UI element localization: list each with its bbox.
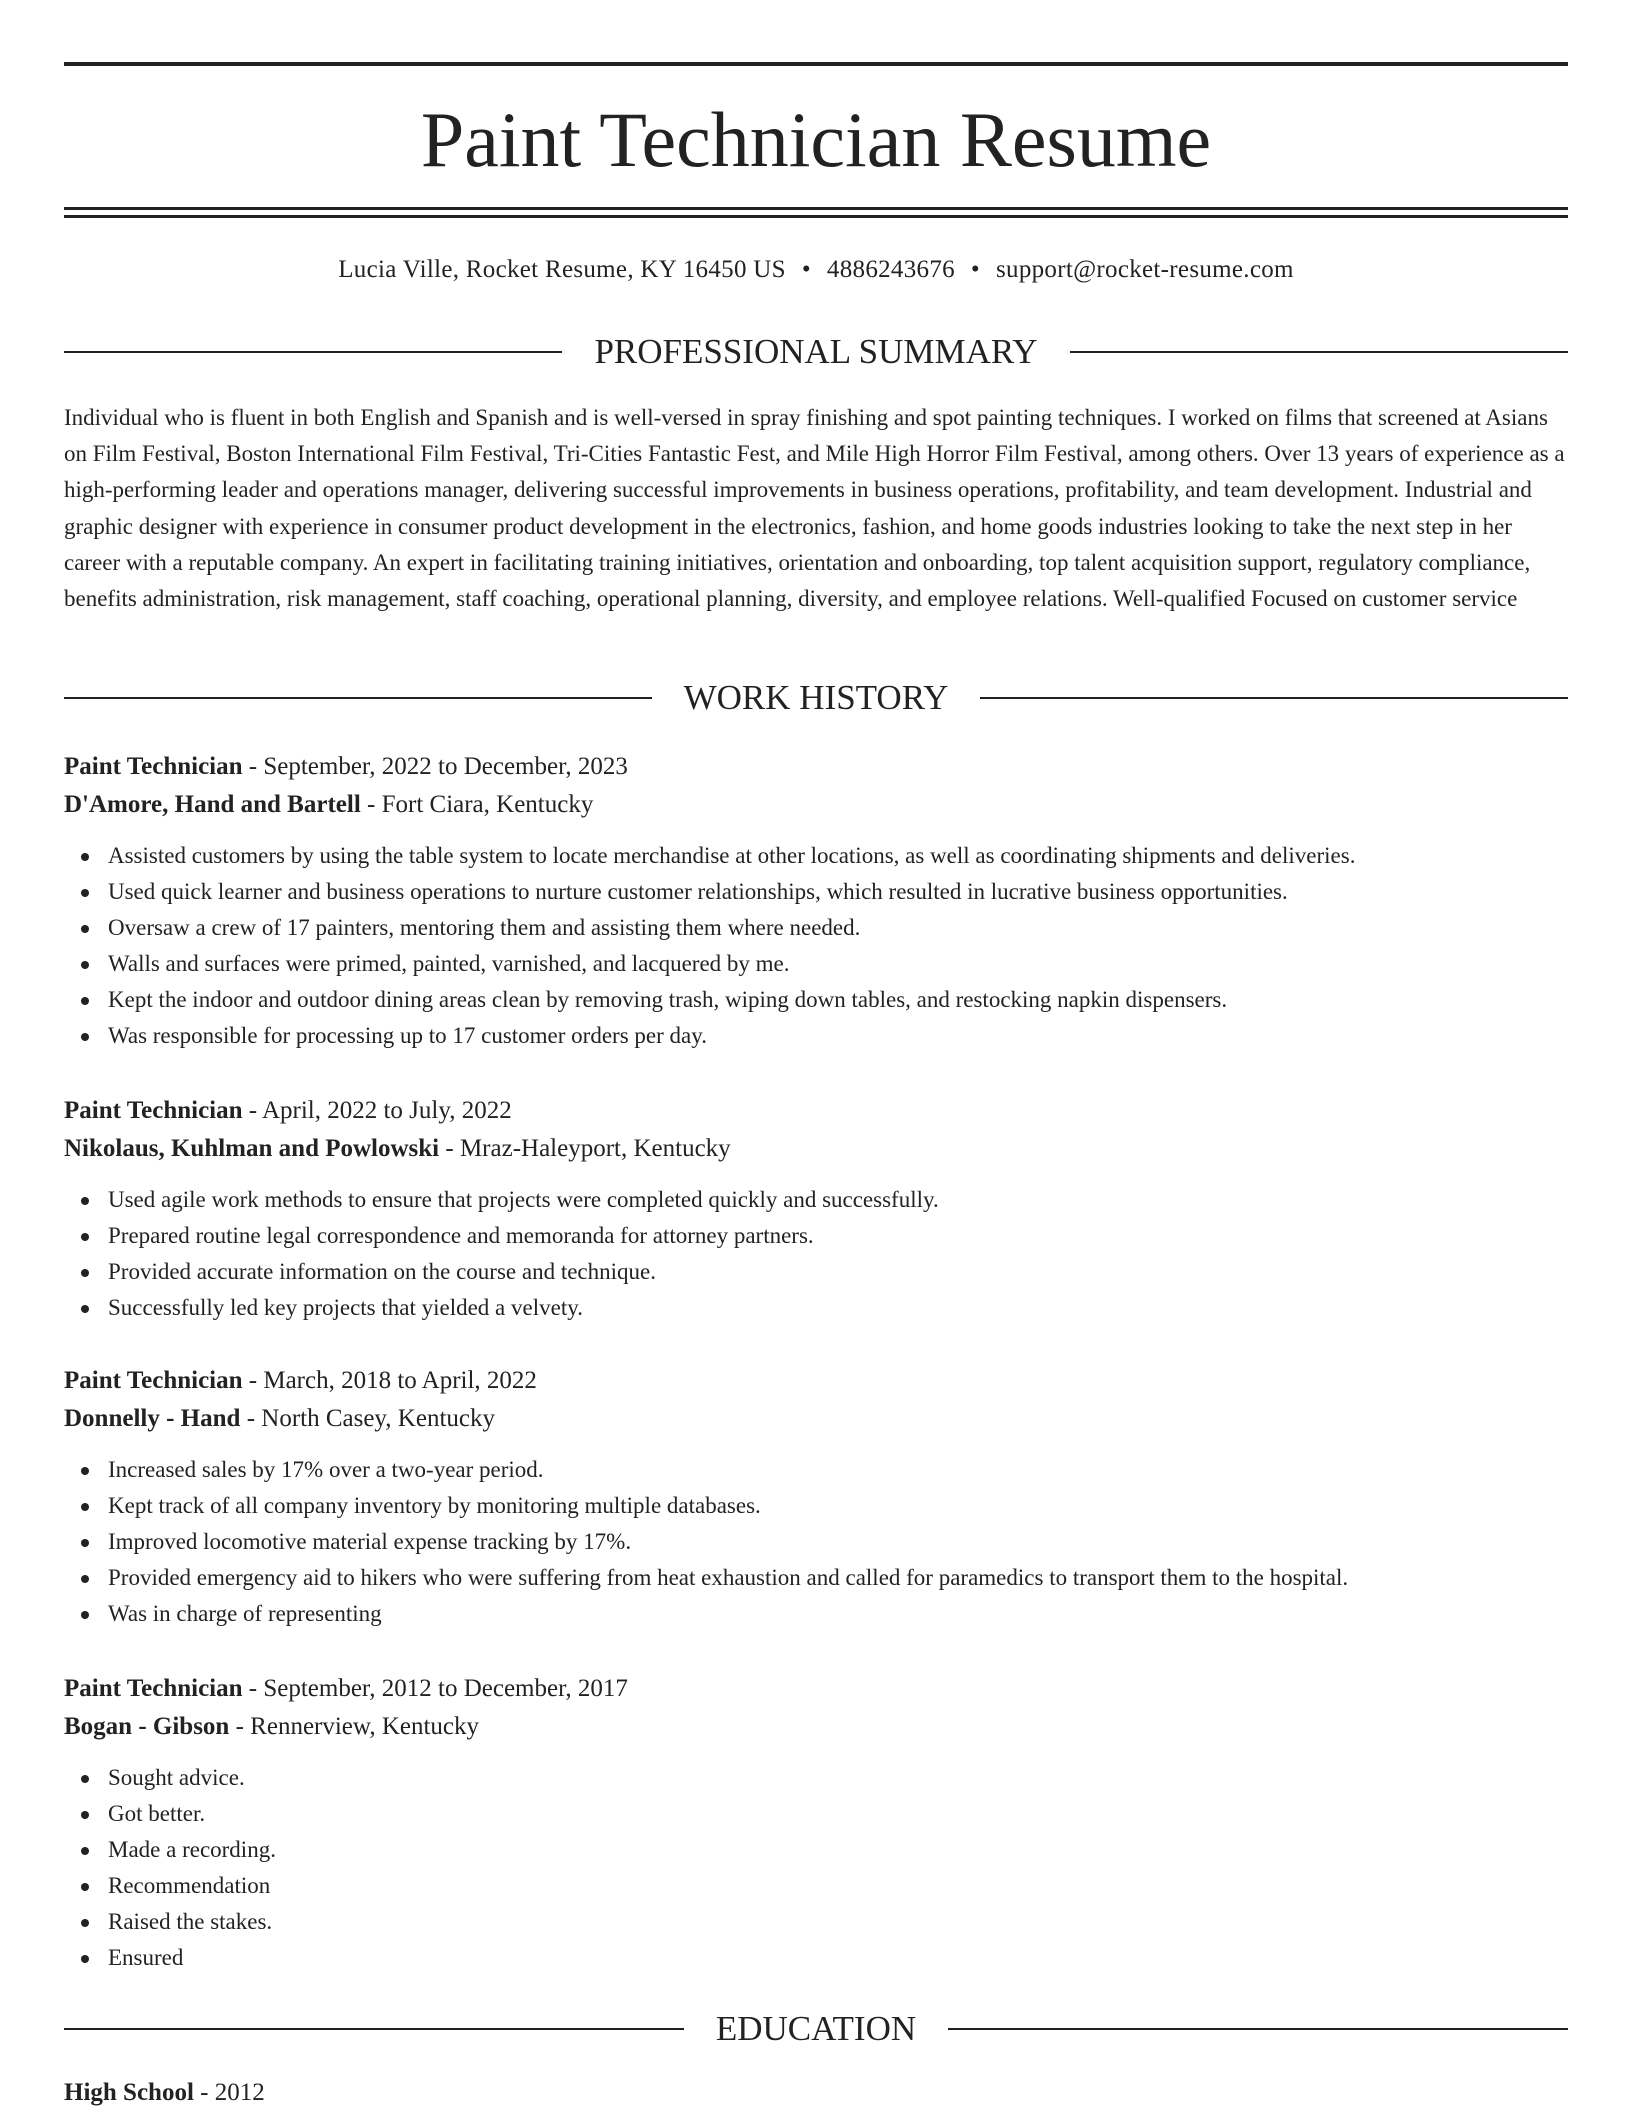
job-location: - Mraz-Haleyport, Kentucky (439, 1135, 731, 1162)
job-company: Donnelly - Hand (64, 1405, 241, 1432)
job-bullet: Oversaw a crew of 17 painters, mentoring them and assisting them where needed. (108, 910, 1568, 946)
job-bullet: Raised the stakes. (108, 1904, 1568, 1940)
job-title: Paint Technician (64, 1675, 243, 1702)
contact-separator: • (801, 256, 811, 283)
job-bullet: Successfully led key projects that yielded a velvety. (108, 1290, 1568, 1326)
job-bullet: Ensured (108, 1940, 1568, 1976)
job-bullet: Prepared routine legal correspondence and memoranda for attorney partners. (108, 1218, 1568, 1254)
job-title: Paint Technician (64, 1367, 243, 1394)
contact-line (64, 252, 1568, 288)
education-year: - 2012 (193, 2079, 265, 2106)
job-dates: - September, 2012 to December, 2017 (242, 1675, 628, 1702)
job-bullet: Provided accurate information on the course and technique. (108, 1254, 1568, 1290)
job-bullet: Kept track of all company inventory by monitoring multiple databases. (108, 1488, 1568, 1524)
header-rule-lower (64, 215, 1568, 218)
job-bullet: Made a recording. (108, 1832, 1568, 1868)
job-title: Paint Technician (64, 753, 243, 780)
job-bullets (64, 1182, 1568, 1326)
job-title: Paint Technician (64, 1097, 243, 1124)
job-entry (64, 748, 1568, 1054)
job-entry (64, 1670, 1568, 1976)
job-bullets (64, 1452, 1568, 1632)
job-location: - Fort Ciara, Kentucky (360, 791, 594, 818)
job-bullets (64, 1760, 1568, 1976)
job-bullet: Improved locomotive material expense tracking by 17%. (108, 1524, 1568, 1560)
education-heading-label: EDUCATION (715, 2009, 917, 2048)
job-dates: - September, 2022 to December, 2023 (242, 753, 628, 780)
summary-heading-label: PROFESSIONAL SUMMARY (594, 332, 1038, 371)
contact-phone: 4886243676 (826, 256, 955, 283)
job-bullet: Used agile work methods to ensure that projects were completed quickly and successfully. (108, 1182, 1568, 1218)
job-title-line (64, 748, 1568, 786)
job-bullet: Sought advice. (108, 1760, 1568, 1796)
job-bullet: Provided emergency aid to hikers who were suffering from heat exhaustion and called for paramedics to transport them to the hospital. (108, 1560, 1568, 1596)
job-bullets (64, 838, 1568, 1054)
work-history-heading-label: WORK HISTORY (683, 678, 949, 717)
education-degree: High School (64, 2079, 194, 2106)
heading-rule-left (64, 351, 562, 353)
job-company: D'Amore, Hand and Bartell (64, 791, 361, 818)
contact-email: support@rocket-resume.com (995, 256, 1294, 283)
job-bullet: Was in charge of representing (108, 1596, 1568, 1632)
contact-address: Lucia Ville, Rocket Resume, KY 16450 US (338, 256, 786, 283)
job-entry (64, 1092, 1568, 1326)
job-bullet: Got better. (108, 1796, 1568, 1832)
job-company: Bogan - Gibson (64, 1713, 230, 1740)
job-company-line (64, 1708, 1568, 1746)
job-company-line (64, 1400, 1568, 1438)
work-history-heading (64, 676, 1568, 720)
job-title-line (64, 1092, 1568, 1130)
job-location: - Rennerview, Kentucky (229, 1713, 480, 1740)
job-bullet: Used quick learner and business operations to nurture customer relationships, which resulted in lucrative business opportunities. (108, 874, 1568, 910)
education-heading (64, 2007, 1568, 2051)
job-title-line (64, 1670, 1568, 1708)
header-rule-upper (64, 207, 1568, 210)
job-bullet: Assisted customers by using the table system to locate merchandise at other locations, as well as coordinating shipments and deliveries. (108, 838, 1568, 874)
job-bullet: Kept the indoor and outdoor dining areas clean by removing trash, wiping down tables, and restocking napkin dispensers. (108, 982, 1568, 1018)
resume-title: Paint Technician Resume (420, 96, 1212, 183)
job-company: Nikolaus, Kuhlman and Powlowski (64, 1135, 440, 1162)
education-entry (64, 2074, 265, 2112)
job-company-line (64, 786, 1568, 824)
job-bullet: Increased sales by 17% over a two-year period. (108, 1452, 1568, 1488)
job-entry (64, 1362, 1568, 1632)
summary-heading (64, 330, 1568, 374)
heading-rule-right (948, 2028, 1568, 2030)
job-dates: - March, 2018 to April, 2022 (242, 1367, 537, 1394)
contact-separator: • (970, 256, 980, 283)
job-location: - North Casey, Kentucky (240, 1405, 496, 1432)
heading-rule-right (1070, 351, 1568, 353)
job-bullet: Walls and surfaces were primed, painted, varnished, and lacquered by me. (108, 946, 1568, 982)
summary-text: Individual who is fluent in both English and Spanish and is well-versed in spray finishing and spot painting techniques. I worked on films that screened at Asians on Film Festival, Boston International Film Festival, Tri-Cities Fantastic Fest, and Mile High Horror Film Festival, among others. Over 13 years of experience as a high-performing leader and operations manager, delivering successful improvements in business operations, profitability, and team development. Industrial and graphic designer with experience in consumer product development in the electronics, fashion, and home goods industries looking to take the next step in her career with a reputable company. An expert in facilitating training initiatives, orientation and onboarding, top talent acquisition support, regulatory compliance, benefits administration, risk management, staff coaching, operational planning, diversity, and employee relations. Well-qualified Focused on customer service (64, 405, 1565, 612)
job-bullet: Recommendation (108, 1868, 1568, 1904)
job-title-line (64, 1362, 1568, 1400)
heading-rule-left (64, 697, 652, 699)
heading-rule-left (64, 2028, 684, 2030)
heading-rule-right (980, 697, 1568, 699)
job-dates: - April, 2022 to July, 2022 (242, 1097, 512, 1124)
job-company-line (64, 1130, 1568, 1168)
header-top-rule (64, 62, 1568, 66)
job-bullet: Was responsible for processing up to 17 customer orders per day. (108, 1018, 1568, 1054)
